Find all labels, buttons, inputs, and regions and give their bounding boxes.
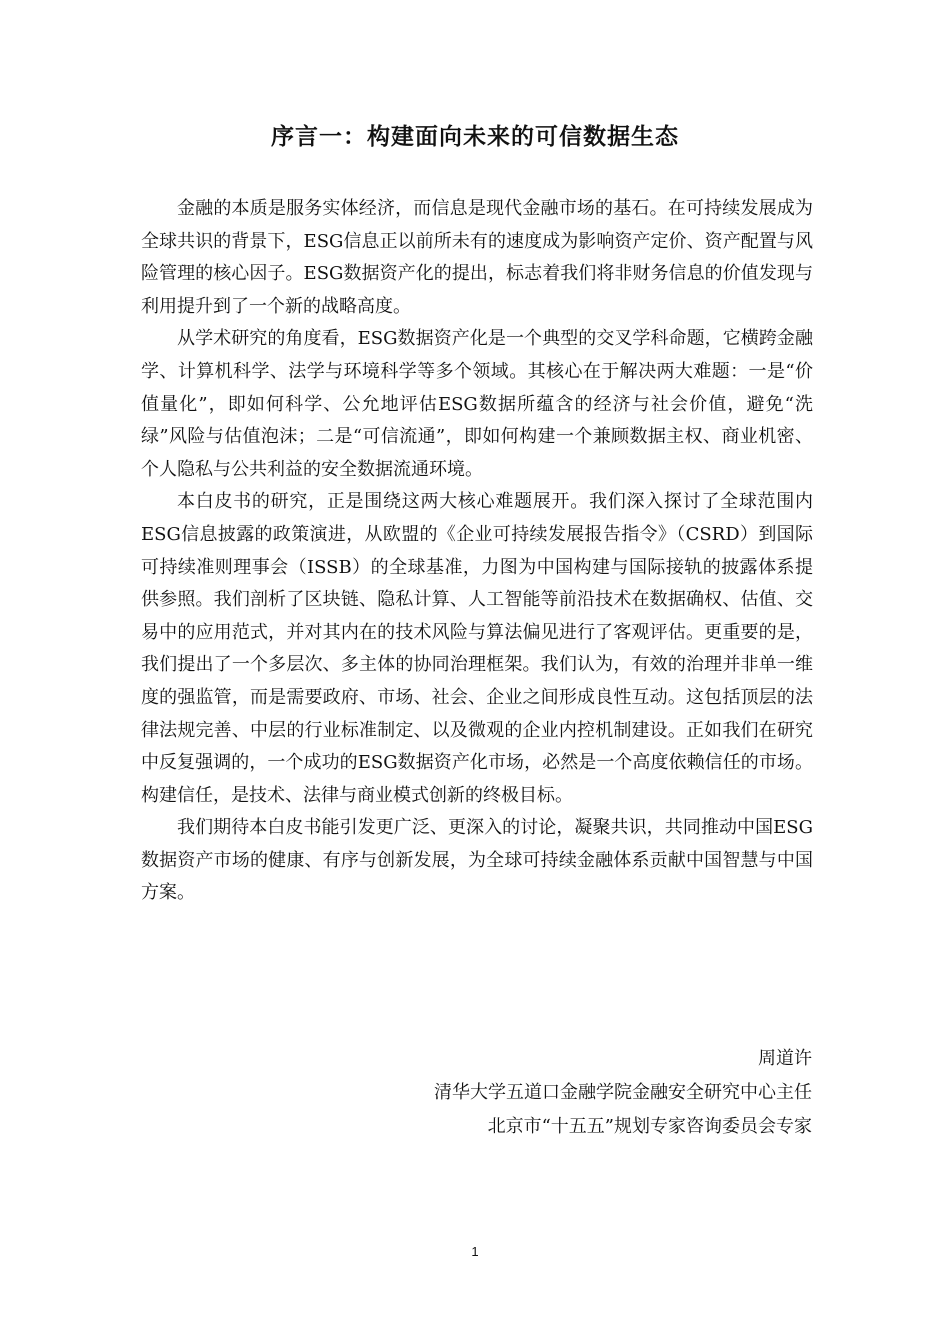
body-text: [141, 193, 813, 910]
paragraph-4: 我们期待本白皮书能引发更广泛、更深入的讨论，凝聚共识，共同推动中国ESG数据资产市场的健康、有序与创新发展，为全球可持续金融体系贡献中国智慧与中国方案。: [141, 817, 813, 904]
paragraph-1: 金融的本质是服务实体经济，而信息是现代金融市场的基石。在可持续发展成为全球共识的背景下，ESG信息正以前所未有的速度成为影响资产定价、资产配置与风险管理的核心因子。ESG数据资产化的提出，标志着我们将非财务信息的价值发现与利用提升到了一个新的战略高度。: [141, 198, 813, 317]
signature-affiliation-2: 北京市“十五五”规划专家咨询委员会专家: [487, 1116, 812, 1137]
paragraph-2: 从学术研究的角度看，ESG数据资产化是一个典型的交叉学科命题，它横跨金融学、计算机科学、法学与环境科学等多个领域。其核心在于解决两大难题：一是“价值量化”，即如何科学、公允地评估ESG数据所蕴含的经济与社会价值，避免“洗绿”风险与估值泡沫；二是“可信流通”，即如何构建一个兼顾数据主权、商业机密、个人隐私与公共利益的安全数据流通环境。: [141, 328, 813, 480]
signature-block: [434, 1042, 812, 1144]
page-number: 1: [471, 1244, 479, 1259]
paragraph-3: 本白皮书的研究，正是围绕这两大核心难题展开。我们深入探讨了全球范围内ESG信息披露的政策演进，从欧盟的《企业可持续发展报告指令》（CSRD）到国际可持续准则理事会（ISSB）的全球基准，力图为中国构建与国际接轨的披露体系提供参照。我们剖析了区块链、隐私计算、人工智能等前沿技术在数据确权、估值、交易中的应用范式，并对其内在的技术风险与算法偏见进行了客观评估。更重要的是，我们提出了一个多层次、多主体的协同治理框架。我们认为，有效的治理并非单一维度的强监管，而是需要政府、市场、社会、企业之间形成良性互动。这包括顶层的法律法规完善、中层的行业标准制定、以及微观的企业内控机制建设。正如我们在研究中反复强调的，一个成功的ESG数据资产化市场，必然是一个高度依赖信任的市场。构建信任，是技术、法律与商业模式创新的终极目标。: [141, 491, 813, 806]
page-title: 序言一：构建面向未来的可信数据生态: [271, 124, 679, 150]
signature-affiliation-1: 清华大学五道口金融学院金融安全研究中心主任: [434, 1082, 812, 1103]
signature-name: 周道许: [758, 1048, 812, 1069]
